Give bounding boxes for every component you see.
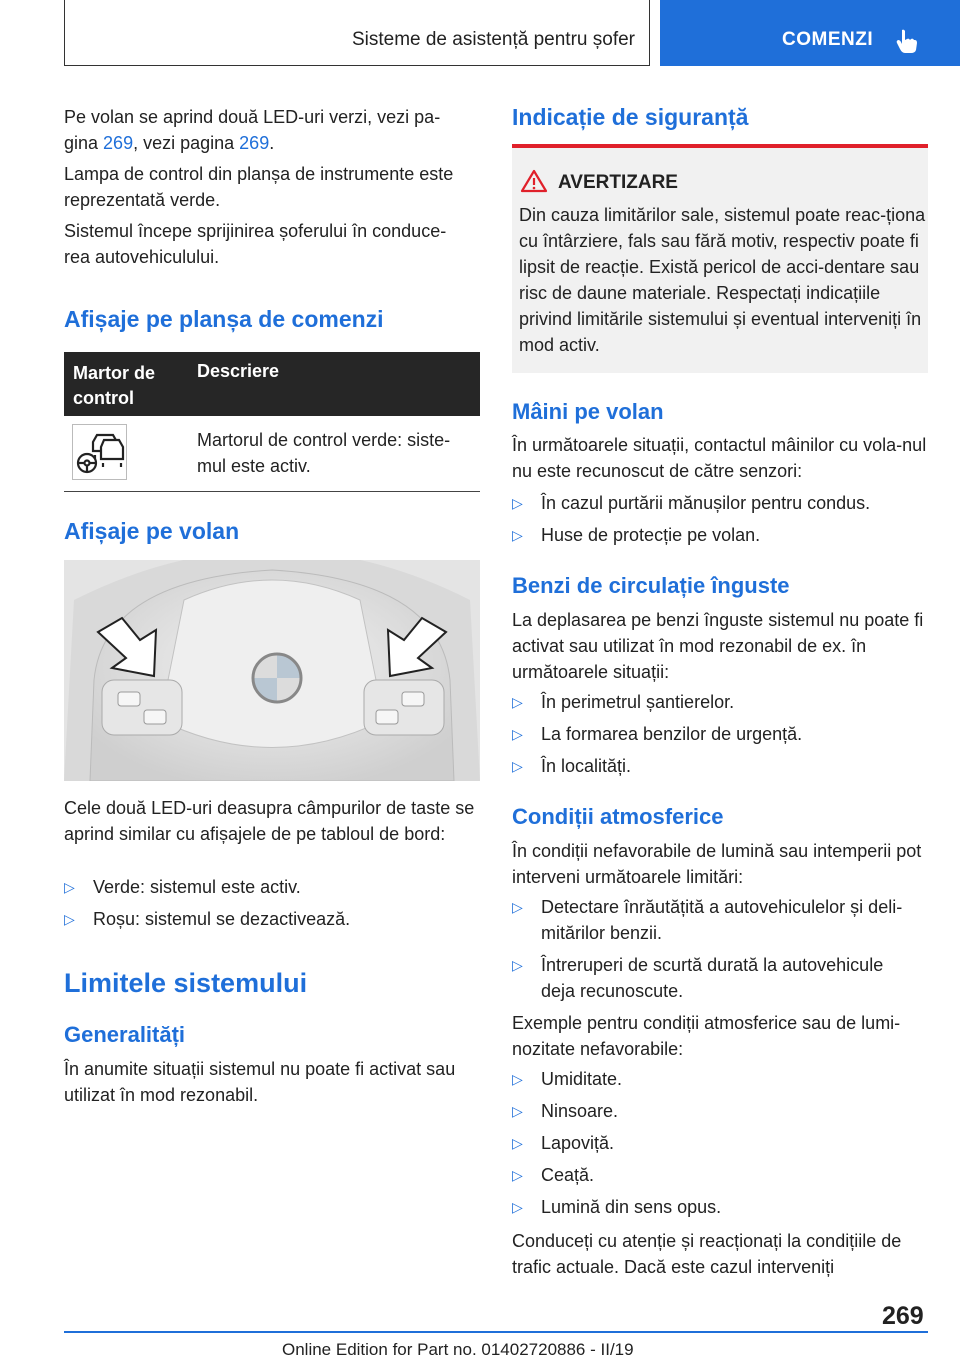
bullet-triangle-icon: ▷ (512, 1135, 523, 1151)
intro-paragraph-1: Pe volan se aprind două LED-uri verzi, vezi pa- gina 269, vezi pagina 269. (64, 107, 441, 153)
warning-text: Din cauza limitărilor sale, sistemul poate reac-ționa cu întârziere, fals sau fără motiv, respectiv poate fi lipsit de reacție. Există pericol de acci-dentare sau risc de daune materiale. Respectați indicațiile privind limitările sistemului și eventual interveniți în mod activ. (519, 205, 926, 355)
header-chapter-label: COMENZI (782, 29, 874, 50)
intro-paragraph-2: Lampa de control din planșa de instrumente este reprezentată verde. (64, 164, 454, 210)
intro-paragraph-3: Sistemul începe sprijinirea șoferului în conduce-rea autovehiculului. (64, 221, 447, 267)
heading-weather-conditions: Condiții atmosferice (512, 804, 724, 829)
final-paragraph: Conduceți cu atenție și reacționați la condițiile de trafic actuale. Dacă este cazul interveniți (512, 1231, 902, 1277)
heading-narrow-lanes: Benzi de circulație înguste (512, 573, 790, 598)
bullet-triangle-icon: ▷ (512, 1199, 523, 1215)
bullet-triangle-icon: ▷ (512, 758, 523, 774)
bullet-triangle-icon: ▷ (512, 1167, 523, 1183)
bullet-triangle-icon: ▷ (512, 1103, 523, 1119)
heading-display-panel: Afișaje pe planșa de comenzi (64, 306, 384, 332)
warning-title: AVERTIZARE (558, 172, 678, 193)
bullet-triangle-icon: ▷ (64, 911, 75, 927)
page-link-1[interactable]: 269 (103, 133, 134, 153)
header-section-title: Sisteme de asistență pentru șofer (351, 29, 635, 50)
pointing-hand-icon (894, 28, 920, 54)
heading-wheel-display: Afișaje pe volan (64, 518, 240, 544)
page-number: 269 (882, 1302, 924, 1330)
bullet-triangle-icon: ▷ (512, 726, 523, 742)
heading-system-limits: Limitele sistemului (64, 968, 308, 998)
bullet-triangle-icon: ▷ (512, 694, 523, 710)
leds-paragraph: Cele două LED-uri deasupra câmpurilor de taste se aprind similar cu afișajele de pe tabloul de bord: (64, 798, 475, 844)
table-divider (64, 491, 480, 492)
bullet-triangle-icon: ▷ (512, 495, 523, 511)
weather-paragraph: În condiții nefavorabile de lumină sau intemperii pot interveni următoarele limitări: (512, 841, 922, 887)
table-header (64, 352, 480, 416)
warning-triangle-icon (520, 169, 548, 193)
footer-edition: Online Edition for Part no. 01402720886 - II/19 (282, 1340, 634, 1359)
heading-hands-on-wheel: Mâini pe volan (512, 399, 664, 424)
heading-general: Generalități (64, 1022, 186, 1047)
table-row-description: Martorul de control verde: siste-mul este activ. (197, 430, 451, 476)
table-col-description: Descriere (197, 361, 280, 381)
bullet-triangle-icon: ▷ (512, 1071, 523, 1087)
table-col-indicator: Martor de control (73, 363, 156, 408)
page-link-2[interactable]: 269 (239, 133, 270, 153)
bullet-triangle-icon: ▷ (512, 899, 523, 915)
lanes-paragraph: La deplasarea pe benzi înguste sistemul nu poate fi activat sau utilizat în mod rezonabil de ex. în următoarele situații: (512, 610, 924, 682)
header-section-box (64, 0, 650, 66)
bullet-triangle-icon: ▷ (512, 957, 523, 973)
footer-divider (64, 1331, 928, 1333)
examples-paragraph: Exemple pentru condiții atmosferice sau de lumi-nozitate nefavorabile: (512, 1013, 901, 1059)
general-paragraph: În anumite situații sistemul nu poate fi activat sau utilizat în mod rezonabil. (64, 1059, 456, 1105)
bullet-triangle-icon: ▷ (512, 527, 523, 543)
lane-assist-indicator-icon (72, 424, 127, 480)
steering-wheel-image (64, 560, 480, 781)
bullet-triangle-icon: ▷ (64, 879, 75, 895)
heading-safety-note: Indicație de siguranță (512, 104, 749, 130)
hands-paragraph: În următoarele situații, contactul mâinilor cu vola-nul nu este recunoscut de către senzori: (512, 435, 927, 481)
